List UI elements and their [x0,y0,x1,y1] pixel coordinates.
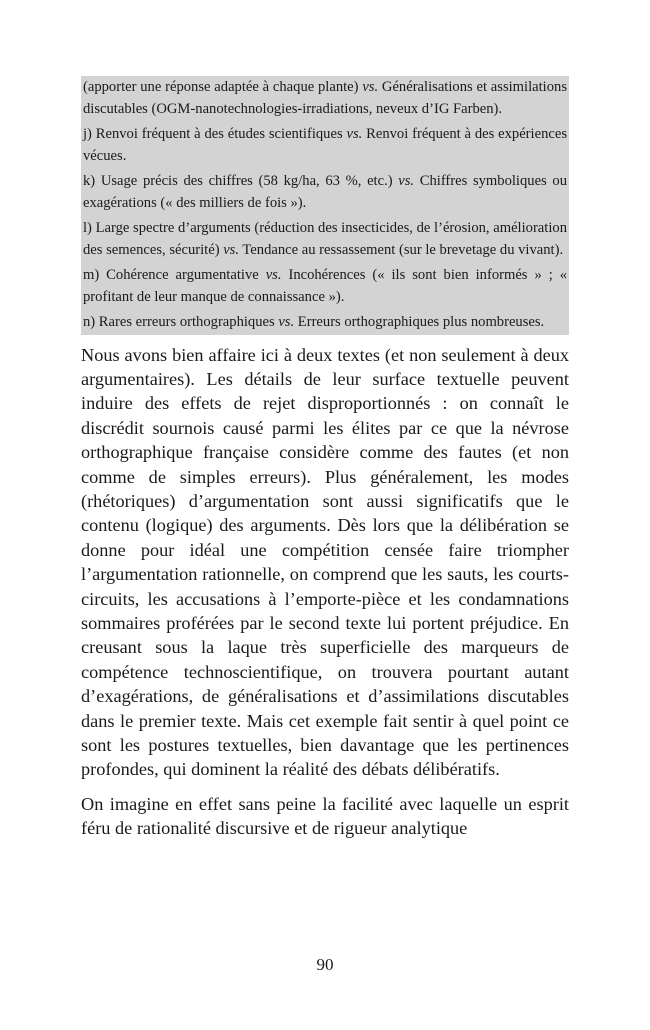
page-content [81,76,569,851]
vs-marker: vs. [223,241,240,258]
vs-marker: vs. [362,79,379,95]
comparison-item-m: m) Cohérence argumentative vs. Incohérences (« ils sont bien informés » ; « profitant de leur manque de connaissance »). [83,267,567,305]
vs-marker: vs. [278,314,295,330]
page-number: 90 [316,955,334,974]
body-paragraph: Nous avons bien affaire ici à deux textes (et non seulement à deux argumentaires). Les détails de leur surface textuelle peuvent induire des effets de rejet disproportionnés : on connaît le discrédit sournois causé parmi les élites par ce que la névrose orthographique française considère comme des fautes (et non comme de simples erreurs). Plus généralement, les modes (rhétoriques) d’argumentation sont aussi significatifs que le contenu (logique) des arguments. Dès lors que la délibération se donne pour idéal une compétition censée faire triompher l’argumentation rationnelle, on comprend que les sauts, les courts-circuits, les accusations à l’emporte-pièce et les condamnations sommaires proférées par le second texte lui portent préjudice. En creusant sous la laque très superficielle des marqueurs de compétence technoscientifique, on trouvera pourtant autant d’exagérations, de généralisations et d’assimilations discutables dans le premier texte. Mais cet exemple fait sentir à quel point ce sont les postures textuelles, bien davantage que les pertinences profondes, qui dominent la réalité des débats délibératifs. [81,344,569,780]
body-paragraph: On imagine en effet sans peine la facilité avec laquelle un esprit féru de rationalité discursive et de rigueur analytique [81,793,569,839]
comparison-item-k: k) Usage précis des chiffres (58 kg/ha, 63 %, etc.) vs. Chiffres symboliques ou exagérations (« des milliers de fois »). [83,173,567,211]
comparison-item-n: n) Rares erreurs orthographiques vs. Erreurs orthographiques plus nombreuses. [83,314,545,330]
comparison-item-j: j) Renvoi fréquent à des études scientifiques vs. Renvoi fréquent à des expériences vécues. [83,126,568,164]
vs-marker: vs. [398,173,415,189]
comparison-item-i: (apporter une réponse adaptée à chaque plante) vs. Généralisations et assimilations discutables (OGM-nanotechnologies-irradiations, neveux d’IG Farben). [83,79,567,117]
body-text [81,343,569,841]
vs-marker: vs. [346,126,363,142]
comparison-item-l: l) Large spectre d’arguments (réduction des insecticides, de l’érosion, amélioration des semences, sécurité) vs. Tendance au ressassement (sur le brevetage du vivant). [83,220,567,258]
vs-marker: vs. [265,267,282,283]
comparison-box [81,76,569,335]
